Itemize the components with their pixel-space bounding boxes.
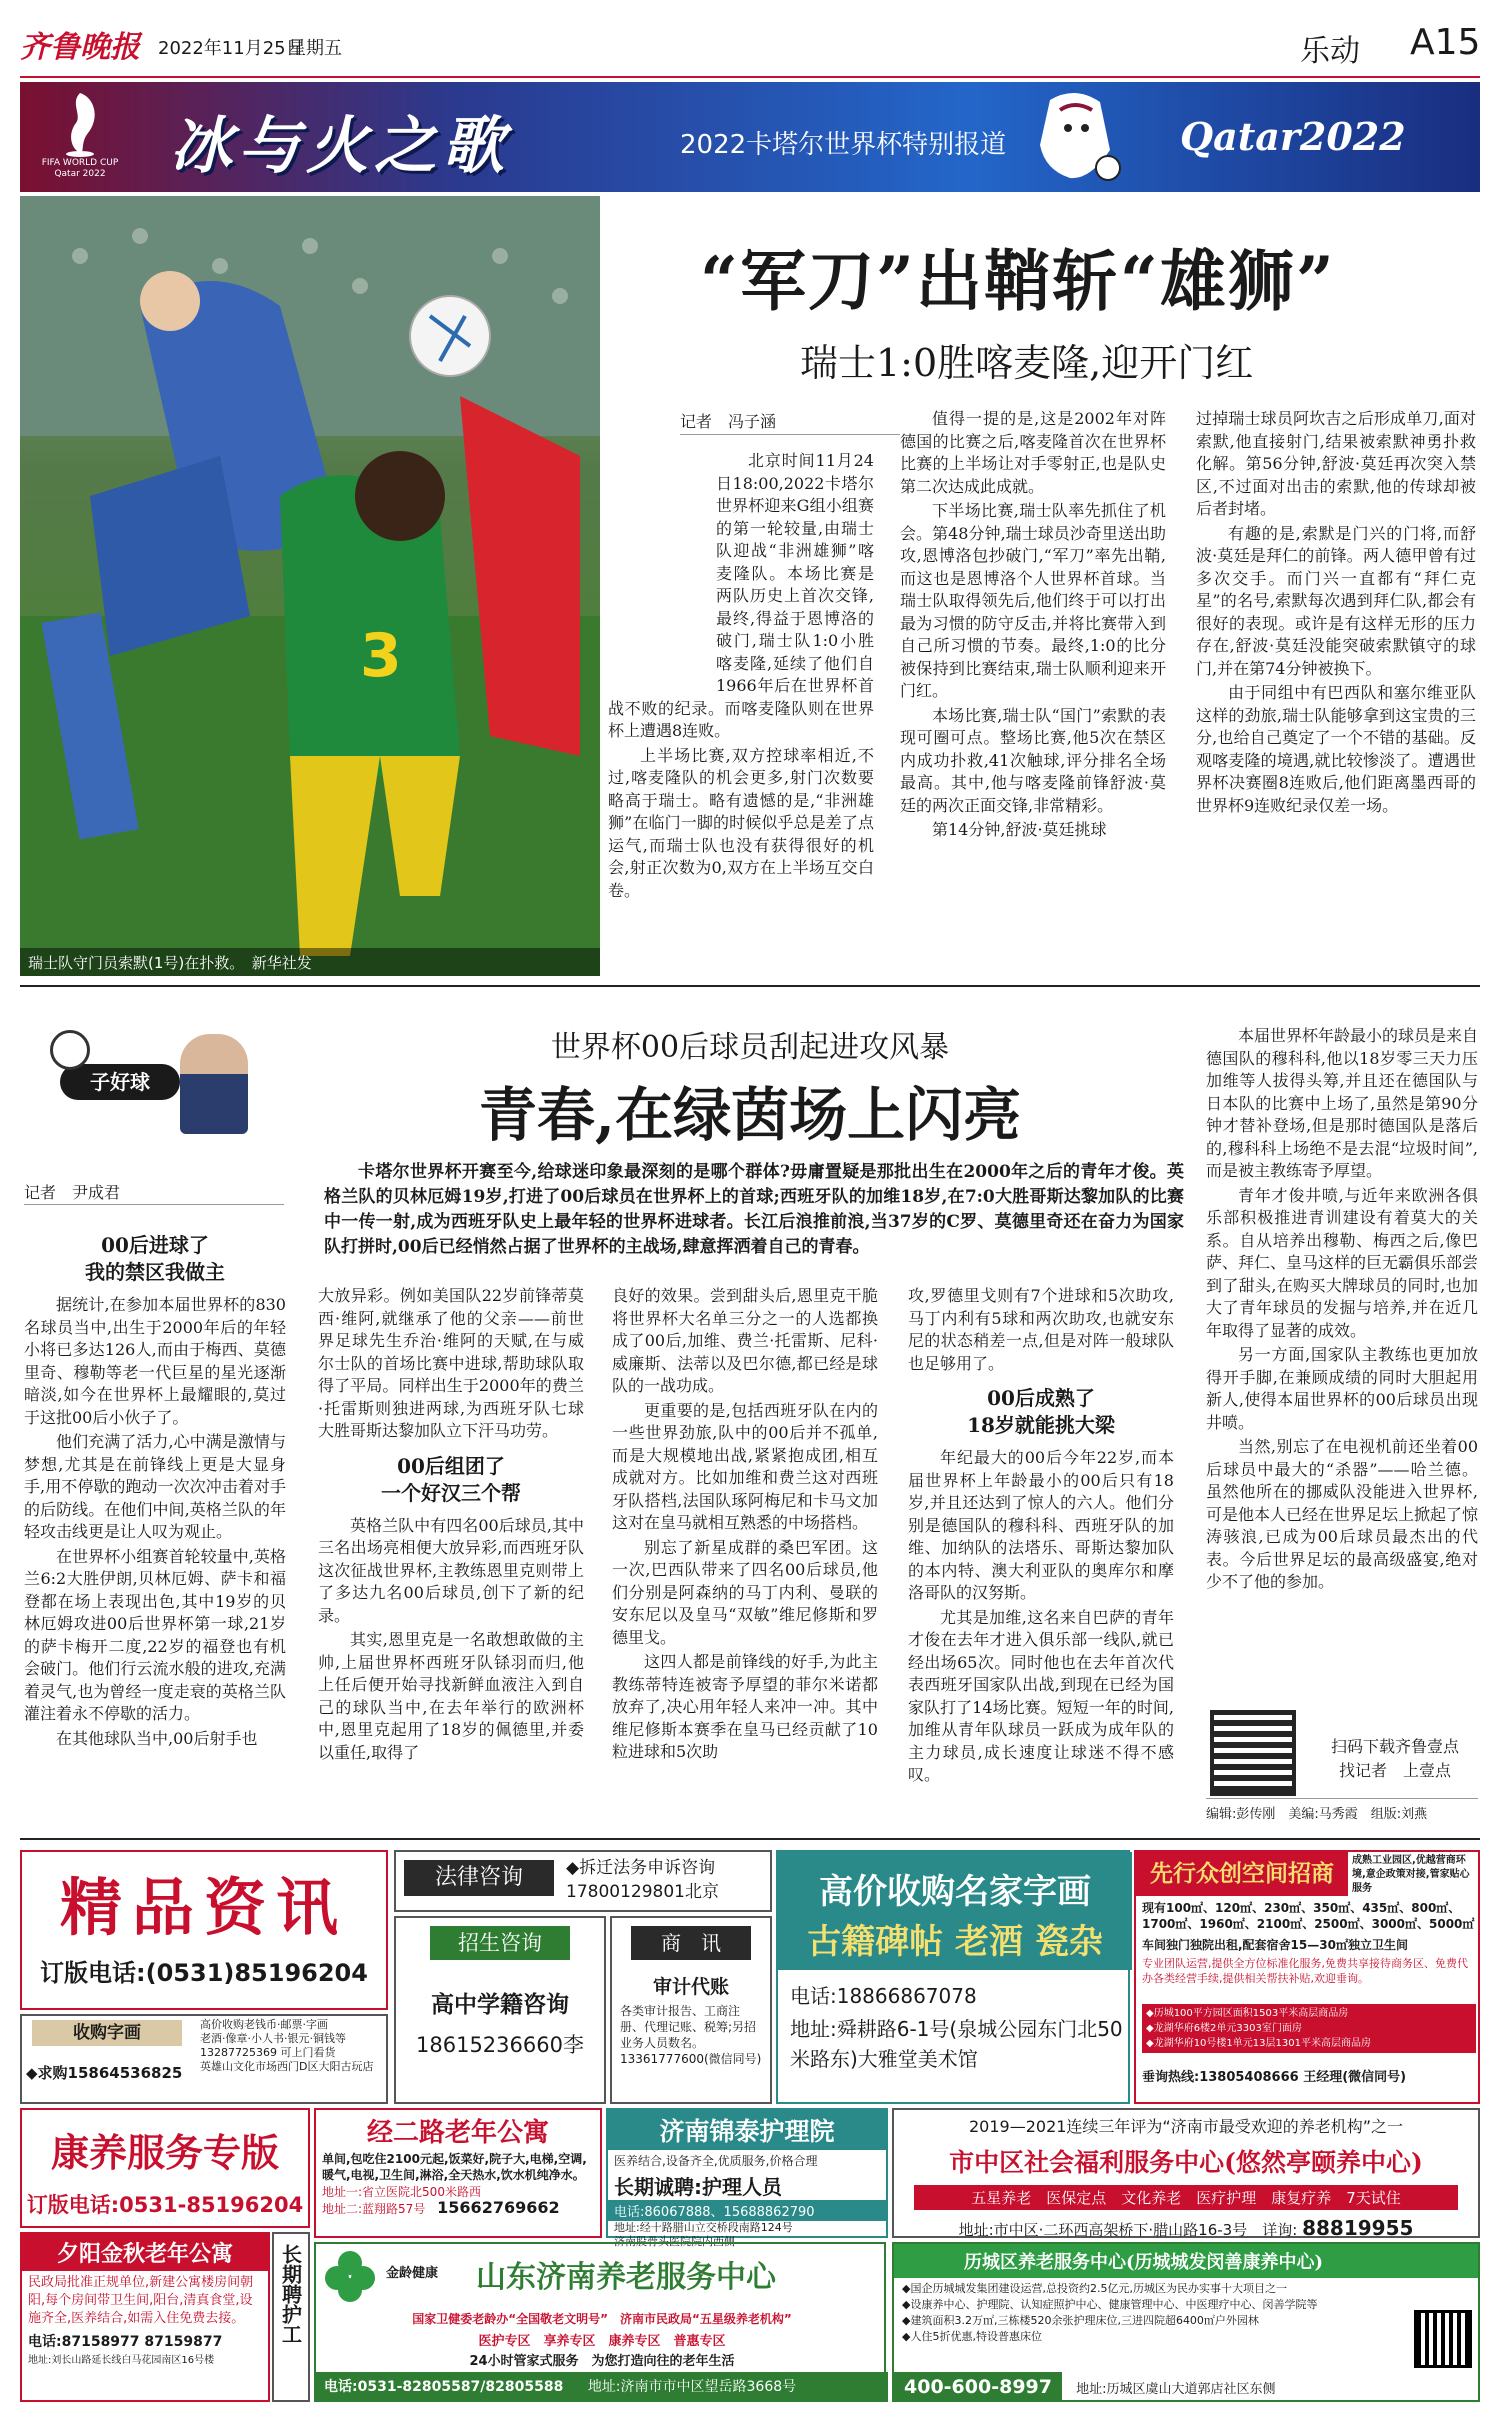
ad-jintai-addr: 地址:经十路腊山立交桥段南路124号 济南股骨头医院院内西侧 <box>614 2221 793 2248</box>
ad-xiyang-addr: 地址:刘长山路延长线白马花园南区16号楼 <box>28 2355 215 2366</box>
section-divider <box>20 985 1480 987</box>
ad-erlu-title: 经二路老年公寓 <box>366 2118 549 2148</box>
subhead-2: 00后组团了 一个好汉三个帮 <box>381 1453 521 1505</box>
masthead <box>20 18 1480 68</box>
issue-date: 2022年11月25日 <box>158 38 304 59</box>
ad-mingjia-line1: 高价收购名家字画 <box>819 1872 1091 1912</box>
banner-title: 冰与火之歌 <box>170 109 511 182</box>
ad-licheng-title: 历城区养老服务中心(历城城发闵善康养中心) <box>894 2244 1478 2278</box>
ad-fuli-top: 2019—2021连续三年评为“济南市最受欢迎的养老机构”之一 <box>968 2117 1404 2136</box>
ad-jingpin-phone: 订版电话:(0531)85196204 <box>40 1959 368 1987</box>
reporter-avatar <box>180 1034 248 1134</box>
qr-text: 扫码下载齐鲁壹点 找记者 上壹点 <box>1330 1737 1459 1780</box>
editors-line: 编辑:彭传刚 美编:马秀霞 组版:刘燕 <box>1206 1807 1428 1822</box>
ad-jingpin <box>20 1850 388 2010</box>
ad-licheng-bottom: 400-600-8997 地址:历城区虞山大道郭店社区东侧 <box>894 2372 1482 2402</box>
ad-zhaosheng-title: 高中学籍咨询 <box>431 1992 569 2018</box>
ad-zhaosheng-tag: 招生咨询 <box>430 1926 570 1960</box>
ad-fuli <box>892 2108 1480 2238</box>
ad-shouguo-tag: 收购字画 <box>32 2020 182 2046</box>
subhead-3: 00后成熟了 18岁就能挑大梁 <box>967 1386 1115 1437</box>
ad-shouguo-mid: 高价收购老钱币·邮票·字画 老酒·像章·小人书·银元·铜钱等 13287725369 可上门看货 英雄山文化市场西门D区大阳古玩店 <box>200 2018 374 2073</box>
article2-col4: 攻,罗德里戈则有7个进球和5次助攻,马丁内利有5球和两次助攻,也就安东尼的状态稍差一点,但是对阵一般球队也足够用了。 00后成熟了 18岁就能挑大梁 年纪最大的00后今年22岁,而本届世界杯上年龄最小的00后只有18岁,并且还达到了惊人的六人。他们分别是德国队的穆科科、西班牙队的加维、加纳队的法塔乐、哥斯达黎加队的本内特、澳大利亚队的奥库尔和摩洛哥队的汉努斯。 尤其是加维,这名来自巴萨的青年才俊在去年才进入俱乐部一线队,就已经出场65次。同时他也在去年首次代表西班牙国家队出战,到现在已经为国家队打了14场比赛。短短一年的时间,加维从青年队球员一跃成为成年队的主力球员,成长速度让球迷不得不感叹。 <box>908 1286 1174 1784</box>
ad-xianxing-list: ◆历城100平方园区面积1503平米高层商品房 ◆龙湖华府6楼2单元3303室门面房 ◆龙湖华府10号楼1单元13层1301平米高层商品房 <box>1142 2004 1476 2053</box>
ad-jingpin-title: 精品资讯 <box>59 1871 348 1944</box>
ad-shangxun-title: 审计代账 <box>652 1976 729 1998</box>
ad-licheng <box>892 2242 1480 2402</box>
ad-xiyang-title: 夕阳金秋老年公寓 <box>22 2234 268 2271</box>
match-photo <box>20 196 600 976</box>
ad-shandong-zones: 医护专区 享养专区 康养专区 普惠专区 <box>478 2334 726 2349</box>
ad-xianxing-hotline: 垂询热线:13805408666 王经理(微信同号) <box>1142 2070 1407 2085</box>
ad-licheng-bullets: ◆国企历城城发集团建设运营,总投资约2.5亿元,历城区为民办实事十大项目之一 ◆设康养中心、护理院、认知症照护中心、健康管理中心、中医理疗中心、闵善学院等 ◆建筑面积3.2万㎡,三栋楼520余张护理床位,三进四院超6400㎡户外园林 ◆人住5折优惠,特设普惠床位 <box>902 2282 1318 2343</box>
ad-kangyang-title: 康养服务专版 <box>50 2130 279 2175</box>
ad-shandong-service: 24小时管家式服务 为您打造向往的老年生活 <box>469 2354 735 2369</box>
article1-col3: 过掉瑞士球员阿坎吉之后形成单刀,面对索默,他直接射门,结果被索默神勇扑救化解。第56分钟,舒波·莫廷再次突入禁区,不过面对出击的索默,他的传球却被后者封堵。 有趣的是,索默是门兴的门将,而舒波·莫廷是拜仁的前锋。两人德甲曾有过多次交手。而门兴一直都有“拜仁克星”的名号,索默每次遇到拜仁队,都会有很好的表现。或许是有这样无形的压力存在,舒波·莫廷没能突破索默镇守的球门,并在第74分钟被换下。 由于同组中有巴西队和塞尔维亚队这样的劲旅,瑞士队能够拿到这宝贵的三分,也给自己奠定了一个不错的基础。反观喀麦隆的境遇,就比较惨淡了。遭遇世界杯决赛圈8连败后,他们距离墨西哥的世界杯9连败纪录仅差一场。 <box>1196 409 1476 815</box>
ad-jintai <box>606 2108 888 2248</box>
article2-byline: 记者 尹成君 <box>24 1183 121 1202</box>
ad-xiyang <box>20 2232 270 2402</box>
ad-jintai-slogan: 长期诚聘:护理人员 <box>614 2175 782 2199</box>
ad-kangyang-phone: 订版电话:0531-85196204 <box>26 2193 304 2217</box>
ad-mingjia-phone: 电话:18866867078 <box>790 1984 977 2008</box>
ad-erlu-text: 单间,包吃住2100元起,饭菜好,院子大,电梯,空调,暖气,电视,卫生间,淋浴,全天热水,饮水机纯净水。 <box>322 2152 587 2182</box>
article2-col1: 00后进球了 我的禁区我做主 据统计,在参加本届世界杯的830名球员当中,出生于2000年后的年轻小将已多达126人,而由于梅西、莫德里奇、穆勒等老一代巨星的星光逐渐暗淡,如今在世界杯上最耀眼的,莫过于这批00后小伙子了。 他们充满了活力,心中满是激情与梦想,尤其是在前锋线上更是大显身手,用不停歇的跑动一次次冲击着对手的后防线。在他们中间,英格兰队的年轻攻击线更是让人叹为观止。 在世界杯小组赛首轮较量中,英格兰6:2大胜伊朗,贝林厄姆、萨卡和福登都在场上表现出色,其中19岁的贝林厄姆攻进00后世界杯第一球,21岁的萨卡梅开二度,22岁的福登也有机会破门。他们行云流水般的进攻,充满着灵气,也为曾经一度走衰的英格兰队灌注着永不停歇的活力。 在其他球队当中,00后射手也 <box>24 1233 286 1748</box>
ad-jintai-title: 济南锦泰护理院 <box>608 2110 886 2150</box>
masthead-rule <box>20 76 1480 78</box>
ad-shouguo-left: ◆求购15864536825 <box>26 2064 183 2082</box>
article2-kicker: 世界杯00后球员刮起进攻风暴 <box>550 1030 950 1065</box>
section-name: 乐动 <box>1300 34 1360 69</box>
ad-mingjia-addr: 地址:舜耕路6-1号(泉城公园东门北50米路东)大雅堂美术馆 <box>790 2017 1123 2071</box>
ad-erlu-phone: 15662769662 <box>437 2198 560 2217</box>
issue-weekday: 星期五 <box>288 38 342 59</box>
ad-xianxing-note: 车间独门独院出租,配套宿舍15—30㎡独立卫生间 <box>1142 1938 1408 1952</box>
ad-jintai-phone: 电话:86067888、15688862790 <box>608 2200 886 2221</box>
ad-jintai-text: 医养结合,设备齐全,优质服务,价格合理 <box>614 2154 818 2168</box>
article2-col2: 大放异彩。例如美国队22岁前锋蒂莫西·维阿,就继承了他的父亲——前世界足球先生乔治·维阿的天赋,在与威尔士队的首场比赛中进球,帮助球队取得了平局。同样出生于2000年的费兰·托雷斯则独进两球,为西班牙队七球大胜哥斯达黎加队立下汗马功劳。 00后组团了 一个好汉三个帮 英格兰队中有四名00后球员,其中三名出场亮相便大放异彩,而西班牙队这次征战世界杯,主教练恩里克则带上了多达九名00后球员,创下了新的纪录。 其实,恩里克是一名敢想敢做的主帅,上届世界杯西班牙队铩羽而归,他上任后便开始寻找新鲜血液注入到自己的球队当中,在去年举行的欧洲杯中,恩里克起用了18岁的佩德里,并委以重任,取得了 <box>318 1286 584 1762</box>
banner-subtitle: 2022卡塔尔世界杯特别报道 <box>680 130 1007 160</box>
article2-headline: 青春,在绿茵场上闪亮 <box>478 1081 1022 1149</box>
ad-shangxun-text: 各类审计报告、工商注册、代理记账、税筹;另招业务人员数名。13361777600(微信同号) <box>620 2004 762 2066</box>
qr-code-icon[interactable] <box>1210 1710 1296 1796</box>
clover-icon <box>322 2248 378 2304</box>
headline-panel <box>600 196 1480 406</box>
ad-kangyang <box>20 2108 310 2228</box>
ad-erlu-a1: 地址一:省立医院北500米路西 <box>322 2185 481 2199</box>
ad-xiyang-phone: 电话:87158977 87159877 <box>28 2334 223 2350</box>
ad-shangxun <box>610 1916 772 2104</box>
ad-falv-tag: 法律咨询 <box>404 1860 554 1896</box>
editors-rule <box>1206 1798 1478 1799</box>
ad-xianxing-policy: 专业团队运营,提供全方位标准化服务,免费共享接待商务区、免费代办各类经营手续,提供相关帮扶补贴,欢迎垂询。 <box>1142 1957 1468 1985</box>
ad-changqi-text: 长期聘护工 <box>278 2244 303 2344</box>
article1-byline: 记者 冯子涵 <box>680 412 777 431</box>
ad-zhaosheng-phone: 18615236660李 <box>416 2033 584 2057</box>
ad-xianxing-sizes: 现有100㎡、120㎡、230㎡、350㎡、435㎡、800㎡、1700㎡、1960㎡、2100㎡、2500㎡、3000㎡、5000㎡ <box>1142 1901 1475 1931</box>
ad-xiyang-text: 民政局批准正规单位,新建公寓楼房间朝阳,每个房间带卫生间,阳台,清真食堂,设施齐全,医养结合,如需入住免费去接。 <box>28 2275 254 2326</box>
article1-deck: 瑞士1:0胜喀麦隆,迎开门红 <box>800 341 1254 385</box>
photo-caption: 瑞士队守门员索默(1号)在扑救。 新华社发 <box>20 948 600 976</box>
ad-shandong-title: 山东济南养老服务中心 <box>476 2260 776 2295</box>
ad-shandong-brand: 金龄健康 <box>386 2266 439 2281</box>
column-badge <box>50 1030 250 1140</box>
paper-name: 齐鲁晚报 <box>20 30 140 65</box>
ad-erlu <box>314 2108 602 2238</box>
byline-rule <box>680 434 900 435</box>
ad-mingjia <box>776 1850 1130 2104</box>
ad-xianxing-title: 先行众创空间招商 <box>1136 1852 1348 1896</box>
photo-wrap-space <box>608 450 716 680</box>
article2-col3: 良好的效果。尝到甜头后,恩里克干脆将世界杯大名单三分之一的人选都换成了00后,加维、费兰·托雷斯、尼科·威廉斯、法蒂以及巴尔德,都已经是球队的一战功成。 更重要的是,包括西班牙队在内的一些世界劲旅,队中的00后并不孤单,而是大规模地出战,紧紧抱成团,相互成就对方。比如加维和费兰这对西班牙队搭档,法国队琢阿梅尼和卡马文加这对在皇马就相互熟悉的中场搭档。 别忘了新星成群的桑巴军团。这一次,巴西队带来了四名00后球员,他们分别是阿森纳的马丁内利、曼联的安东尼以及皇马“双敏”维尼修斯和罗德里戈。 这四人都是前锋线的好手,为此主教练蒂特连被寄予厚望的菲尔米诺都放弃了,决心用年轻人来冲一冲。其中维尼修斯本赛季在皇马已经贡献了10粒进球和5次助 <box>612 1286 878 1761</box>
fifa-logo: FIFA WORLD CUP Qatar 2022 <box>30 88 130 188</box>
ad-fuli-addrrow: 地址:市中区·二环西高架桥下·腊山路16-3号 详询: 88819955 <box>958 2216 1414 2240</box>
article1-col2: 值得一提的是,这是2002年对阵德国的比赛之后,喀麦隆首次在世界杯比赛的上半场让对手零射正,也是队史第二次达成此成就。 下半场比赛,瑞士队率先抓住了机会。第48分钟,瑞士球员沙奇里送出助攻,恩博洛包抄破门,“军刀”率先出鞘,而这也是恩博洛个人世界杯首球。当瑞士队取得领先后,他们终于可以打出最为习惯的防守反击,并将比赛带入到自己所习惯的节奏。最终,1:0的比分被保持到比赛结束,瑞士队顺利迎来开门红。 本场比赛,瑞士队“国门”索默的表现可圈可点。整场比赛,他5次在禁区内成功扑救,41次触球,评分排名全场最高。其中,他与喀麦隆前锋舒波·莫廷的两次正面交锋,非常精彩。 第14分钟,舒波·莫廷挑球 <box>900 409 1166 839</box>
ad-erlu-a2row: 地址二:蓝翔路57号 15662769662 <box>322 2198 560 2217</box>
ad-zhaosheng <box>394 1916 606 2104</box>
article2-col5: 本届世界杯年龄最小的球员是来自德国队的穆科科,他以18岁零三天力压加维等人拔得头筹,并且还在德国队与日本队的比赛中上场了,虽然是第90分钟才替补登场,但是那时德国队是落后的,穆科科上场绝不是去混“垃圾时间”,而是被主教练寄予厚望。 青年才俊井喷,与近年来欧洲各俱乐部积极推进青训建设有着莫大的关系。自从培养出穆勒、梅西之后,像巴萨、拜仁、皇马这样的巨无霸俱乐部尝到了甜头,在购买大牌球员的同时,也加大了青年球员的发掘与培养,并在近几年取得了显著的成效。 另一方面,国家队主教练也更加放得开手脚,在兼顾成绩的同时大胆起用新人,使得本届世界杯的00后球员出现井喷。 当然,别忘了在电视机前还坐着00后球员中最大的“杀器”——哈兰德。虽然他所在的挪威队没能进入世界杯,可是他本人已经在世界足坛上掀起了惊涛骇浪,已成为00后球员最杰出的代表。今后世界足坛的最高级盛宴,绝对少不了他的参加。 <box>1206 1026 1479 1591</box>
ads-divider <box>20 1838 1480 1840</box>
ad-mingjia-line2: 古籍碑帖 老酒 瓷杂 <box>807 1922 1103 1962</box>
subhead-1: 00后进球了 我的禁区我做主 <box>85 1233 225 1284</box>
ad-shandong-bottom: 电话:0531-82805587/82805588 地址:济南市市中区望岳路3668号 <box>316 2372 888 2402</box>
banner-brand: Qatar2022 <box>1180 114 1406 159</box>
ad-changqi <box>272 2232 310 2402</box>
ad-shangxun-tag: 商 讯 <box>631 1926 751 1960</box>
article2-lead: 卡塔尔世界杯开赛至今,给球迷印象最深刻的是哪个群体?毋庸置疑是那批出生在2000年之后的青年才俊。英格兰队的贝林厄姆19岁,打进了00后球员在世界杯上的首球;西班牙队的加维18岁,在7:0大胜哥斯达黎加队的比赛中一传一射,成为西班牙队史上最年轻的世界杯进球者。长江后浪推前浪,当37岁的C罗、莫德里奇还在奋力为国家队打拼时,00后已经悄然占据了世界杯的主战场,肆意挥洒着自己的青春。 <box>324 1162 1184 1257</box>
football-icon <box>50 1030 90 1070</box>
ad-shouguo <box>20 2014 388 2104</box>
ad-fuli-tags: 五星养老 医保定点 文化养老 医疗护理 康复疗养 7天试住 <box>914 2185 1458 2210</box>
mascot-icon <box>1030 90 1120 185</box>
svg-text:3: 3 <box>360 621 402 691</box>
byline2-rule <box>24 1204 284 1205</box>
ad-fuli-title: 市中区社会福利服务中心(悠然亭颐养中心) <box>949 2148 1423 2177</box>
article1-headline: “军刀”出鞘斩“雄狮” <box>700 242 1336 320</box>
page-number: A15 <box>1410 22 1481 63</box>
ad-shandong-honors: 国家卫健委老龄办“全国敬老文明号” 济南市民政局“五星级养老机构” <box>412 2312 792 2326</box>
ad-xianxing <box>1134 1850 1480 2104</box>
ad-falv <box>394 1850 772 1912</box>
ad-falv-text: ◆拆迁法务申诉咨询 17800129801北京 <box>566 1858 719 1902</box>
ad-fuli-phone: 88819955 <box>1302 2216 1414 2240</box>
ad-licheng-qr-icon <box>1414 2310 1472 2368</box>
ad-shandong <box>314 2242 886 2402</box>
worldcup-banner <box>20 82 1480 192</box>
column-badge-label: 子好球 <box>60 1064 180 1100</box>
article1-col1: 北京时间11月24日18:00,2022卡塔尔世界杯迎来G组小组赛的第一轮较量,由瑞士队迎战“非洲雄狮”喀麦隆队。本场比赛是两队历史上首次交锋,最终,得益于恩博洛的破门,瑞士队1:0小胜喀麦隆,延续了他们自1966年后在世界杯首战不败的纪录。而喀麦隆队则在世界杯上遭遇8连败。 上半场比赛,双方控球率相近,不过,喀麦隆队的机会更多,射门次数要略高于瑞士。略有遗憾的是,“非洲雄狮”在临门一脚的时候似乎总是差了点运气,而瑞士队也没有获得很好的机会,射正次数为0,双方在上半场互交白卷。 <box>608 451 874 900</box>
ad-xianxing-side: 成熟工业园区,优越营商环境,意企政策对接,管家贴心服务 <box>1352 1855 1470 1894</box>
